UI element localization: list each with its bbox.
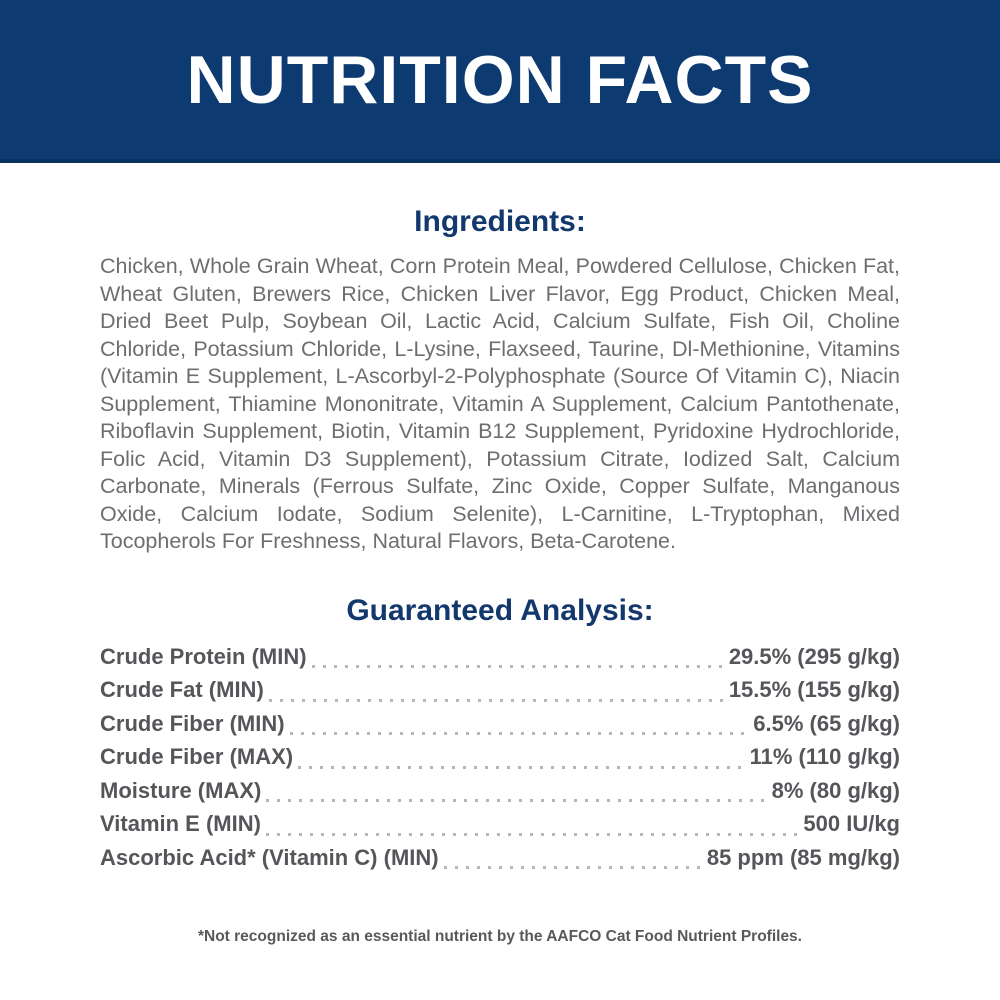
dot-leader (298, 766, 744, 769)
analysis-row-value: 8% (80 g/kg) (771, 777, 900, 803)
analysis-row-crude-fat (100, 677, 900, 711)
dot-leader (266, 833, 798, 836)
ingredients-section (0, 163, 1000, 556)
guaranteed-analysis-section (0, 556, 1000, 879)
dot-leader (269, 699, 724, 702)
aafco-footnote: *Not recognized as an essential nutrient by the AAFCO Cat Food Nutrient Profiles. (197, 928, 802, 945)
analysis-row-label: Moisture (MAX) (100, 777, 262, 803)
analysis-row-value: 6.5% (65 g/kg) (753, 710, 900, 736)
dot-leader (290, 732, 749, 735)
analysis-table (100, 644, 900, 879)
ingredients-text: Chicken, Whole Grain Wheat, Corn Protein Meal, Powdered Cellulose, Chicken Fat, Wheat Gluten, Brewers Rice, Chicken Liver Flavor, Egg Product, Chicken Meal, Dried Beet Pulp, Soybean Oil, Lactic Acid, Calcium Sulfate, Fish Oil, Choline Chloride, Potassium Chloride, L-Lysine, Flaxseed, Taurine, Dl-Methionine, Vitamins (Vitamin E Supplement, L-Ascorbyl-2-Polyphosphate (Source Of Vitamin C), Niacin Supplement, Thiamine Mononitrate, Vitamin A Supplement, Calcium Pantothenate, Riboflavin Supplement, Biotin, Vitamin B12 Supplement, Pyridoxine Hydrochloride, Folic Acid, Vitamin D3 Supplement), Potassium Citrate, Iodized Salt, Calcium Carbonate, Minerals (Ferrous Sulfate, Zinc Oxide, Copper Sulfate, Manganous Oxide, Calcium Iodate, Sodium Selenite), L-Carnitine, L-Tryptophan, Mixed Tocopherols For Freshness, Natural Flavors, Beta-Carotene. (100, 254, 900, 553)
analysis-row-value: 15.5% (155 g/kg) (728, 677, 900, 702)
analysis-row-label: Crude Fiber (MIN) (100, 710, 285, 736)
dot-leader (312, 665, 724, 668)
analysis-row-moisture (100, 778, 900, 812)
dot-leader (444, 866, 702, 869)
analysis-row-ascorbic-acid (100, 845, 900, 879)
analysis-row-label: Ascorbic Acid* (Vitamin C) (MIN) (100, 844, 439, 870)
analysis-row-vitamin-e (100, 811, 900, 845)
analysis-row-value: 29.5% (295 g/kg) (728, 643, 900, 669)
guaranteed-analysis-heading: Guaranteed Analysis: (346, 593, 654, 627)
ingredients-heading: Ingredients: (414, 205, 586, 238)
analysis-row-label: Crude Fiber (MAX) (100, 744, 294, 769)
analysis-row-value: 11% (110 g/kg) (749, 744, 900, 769)
analysis-row-crude-protein (100, 644, 900, 678)
analysis-row-crude-fiber-max (100, 744, 900, 778)
analysis-row-label: Crude Fat (MIN) (100, 677, 264, 702)
dot-leader (266, 799, 766, 802)
analysis-row-value: 85 ppm (85 mg/kg) (706, 844, 900, 870)
banner-title: NUTRITION FACTS (186, 41, 814, 118)
nutrition-facts-banner (0, 0, 1000, 163)
analysis-row-label: Crude Protein (MIN) (100, 643, 307, 669)
analysis-row-label: Vitamin E (MIN) (100, 811, 261, 836)
analysis-row-crude-fiber-min (100, 711, 900, 745)
analysis-row-value: 500 IU/kg (803, 811, 900, 836)
